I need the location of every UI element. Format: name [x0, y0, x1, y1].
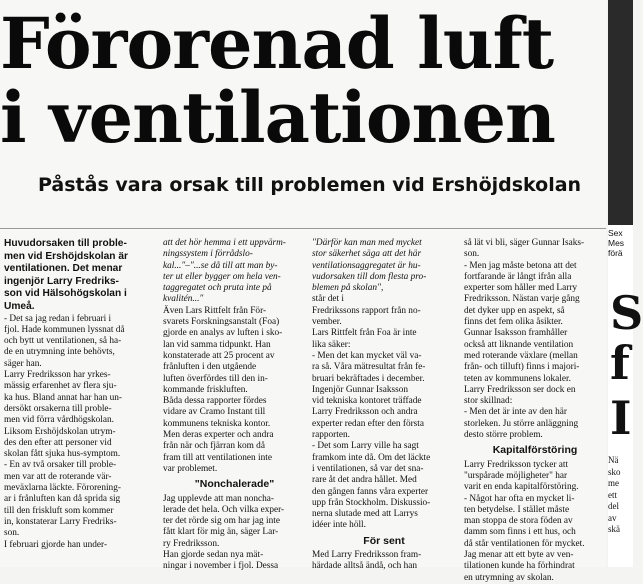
crosshead: Kapitalförstöring — [492, 444, 578, 457]
photo-caption: Sex Mes förä — [608, 228, 625, 258]
body-text: Även Lars Rittfelt från För- svarets Forskningsanstalt (Foa) gjorde en analys av luften i sko- lan vid samma tidpunkt. Han konstaterade att 25 procent av frånluften i den utgående luften överfördes till den in- kommande friskluften. Båda dessa rapporter fördes vidare av Cramo Instant till kommunens tekniska kontor. Men deras experter och andra från när och fjärran kom då fram till att ventilationen inte var problemet. — [163, 305, 283, 474]
quote-text: "Därför kan man med mycket stor säkerhet säga att det här ventilationsaggregatet är hu- vudorsaken till dom flesta pro- blemen på skolan", — [312, 238, 427, 294]
column-3 — [312, 238, 456, 572]
body-text: så lät vi bli, säger Gunnar Isaks- son. - Men jag måste betona att det fortfarande är långt ifrån alla experter som håller med Larry Fredriksson. Nästan varje gång det dyker upp en aspekt, så finns det fem olika åsikter. Gunnar Isaksson framhåller också att liknande ventilation med roterande växlare (mellan från- och tilluft) finns i majori- teten av kommunens lokaler. Larry Fredriksson ser dock en stor skillnad: - Men det är inte av den här storleken. Ju större anläggning desto större problem. — [464, 238, 585, 441]
photo — [608, 0, 633, 225]
body-text: Larry Fredriksson tycker att "urspårade möjligheter" har varit en enda kapitalförstöring. - Något har ofta en mycket li- ten betydelse. I stället måste man stoppa de stora föden av damm som finns i ett hus, och då står ventilationen för mycket. Jag menar att ett byte av ven- tilationen kunde ha förhindrat en utrymning av skolan. — [464, 459, 585, 583]
divider — [0, 228, 606, 229]
lead-paragraph: Huvudorsaken till proble- men vid Ershöjdskolan är ventilationen. Det menar ingenjör Larry Fredriks- son vid Hälsohögskolan i Umeå. — [4, 238, 128, 312]
body-text: Med Larry Fredriksson fram- härdade alltså ändå, och han — [312, 550, 422, 572]
headline-line-2: i ventilationen — [0, 76, 555, 159]
adjacent-headline-fragment: I — [610, 391, 632, 445]
crosshead: För sent — [363, 534, 405, 547]
column-1 — [4, 238, 154, 567]
subheadline: Påstås vara orsak till problemen vid Ershöjdskolan — [38, 174, 582, 196]
column-4 — [464, 238, 606, 583]
quote-text: att det hör hemma i ett uppvärm- ningssystem i förrådslo- kal..."–"...se då till att man by- ter ut eller bygger om hela ven- taggregatet och pruta inte på kvalitén..." — [163, 238, 286, 305]
column-2 — [163, 238, 306, 572]
headline-line-1: Förorenad luft — [0, 2, 554, 85]
crosshead: "Nonchalerade" — [194, 478, 275, 491]
body-text: står det i Fredrikssons rapport från no- vember. Lars Rittfelt från Foa är inte lika säker: - Men det kan mycket väl va- ra så. Våra mätresultat från fe- bruari bekräftades i december. Ingenjör Gunnar Isaksson vid tekniska kontoret träffade Larry Fredriksson och andra experter redan efter den första rapporten. - Det som Larry ville ha sagt framkom inte då. Om det läckte i ventilationen, så var det snа- rare åt det andra hållet. Med den gången fanns våra experter upp från Stockholm. Diskussio- nerna slutade med att Larrys idéer inte höll. — [312, 294, 431, 531]
adjacent-article-edge — [608, 0, 643, 567]
body-text: Jag upplevde att man noncha- lerade det hela. Och vilka exper- ter det rörde sig om har jag inte fått klart för mig än, säger Lar- ry Fredriksson. Han gjorde sedan nya mät- ningar i november i fjol. Dessa — [163, 493, 285, 572]
adjacent-headline-fragment: f — [610, 336, 630, 390]
body-text: - Det sa jag redan i februari i fjol. Hade kommunen lyssnat då och bytt ut ventilationen, så ha- de en utrymning inte behövts, säger han. Larry Fredriksson har yrkes- mässig erfarenhet av flera sju- ka hus. Bland annat har han un- dersökt orsakerna till proble- men vid förra vårdhögskolan. Liksom Ershöjdskolan utrym- des den efter att personer vid skolan fått sjuka hus-symptom. - En av två orsaker till proble- men var att de roterande vär- meväxlarna läckte. Förorening- ar i frånluften kan då sprida sig till den friskluft som kommer in, konstaterar Larry Fredriks- son. I februari gjorde han under- — [4, 313, 125, 550]
adjacent-headline-fragment: S — [610, 286, 643, 340]
adjacent-body-fragment: Nä sko me ett del av skä — [608, 455, 621, 534]
